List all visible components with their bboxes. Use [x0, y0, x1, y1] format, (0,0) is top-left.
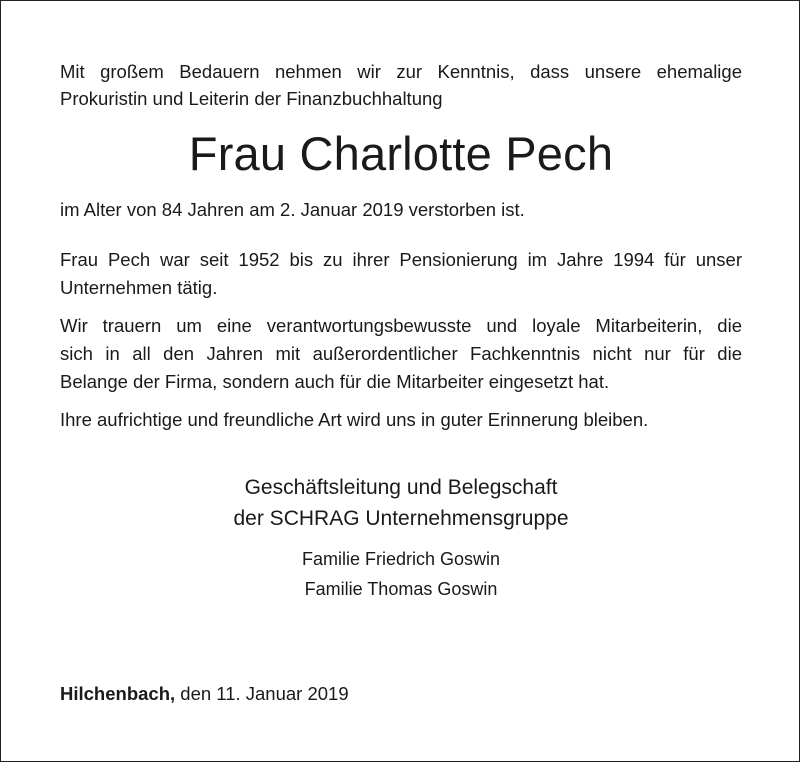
service-line-2: Unternehmen tätig.	[60, 277, 218, 298]
age-paragraph	[60, 196, 742, 224]
intro-line-1: Mit großem Bedauern nehmen wir zur Kenntnis, dass unsere ehemalige	[60, 61, 742, 82]
family-name: Familie Thomas Goswin	[304, 579, 498, 599]
intro-line-2: Prokuristin und Leiterin der Finanzbuchhaltung	[60, 88, 443, 109]
mourning-line-1: Wir trauern um eine verantwortungsbewusste und loyale Mitarbeiterin, die	[60, 315, 742, 336]
service-line-1: Frau Pech war seit 1952 bis zu ihrer Pensionierung im Jahre 1994 für unser	[60, 249, 742, 270]
signature-block	[60, 472, 742, 604]
obituary-notice	[60, 58, 742, 604]
service-paragraph	[60, 246, 742, 302]
mourning-line-3: Belange der Firma, sondern auch für die Mitarbeiter eingesetzt hat.	[60, 371, 610, 392]
age-line: im Alter von 84 Jahren am 2. Januar 2019 verstorben ist.	[60, 199, 525, 220]
memory-line: Ihre aufrichtige und freundliche Art wird uns in guter Erinnerung bleiben.	[60, 409, 649, 430]
signature-line-2: der SCHRAG Unternehmensgruppe	[233, 507, 569, 530]
place: Hilchenbach,	[60, 683, 176, 704]
date: den 11. Januar 2019	[180, 683, 349, 704]
mourning-line-2: sich in all den Jahren mit außerordentlicher Fachkenntnis nicht nur für die	[60, 343, 742, 364]
memory-paragraph	[60, 406, 742, 434]
signature-line-1: Geschäftsleitung und Belegschaft	[244, 476, 558, 499]
place-and-date	[60, 680, 349, 708]
family-name: Familie Friedrich Goswin	[301, 549, 501, 569]
family-list	[60, 544, 742, 604]
intro-paragraph	[60, 58, 742, 112]
deceased-name: Frau Charlotte Pech	[188, 127, 614, 180]
mourning-paragraph	[60, 312, 742, 396]
